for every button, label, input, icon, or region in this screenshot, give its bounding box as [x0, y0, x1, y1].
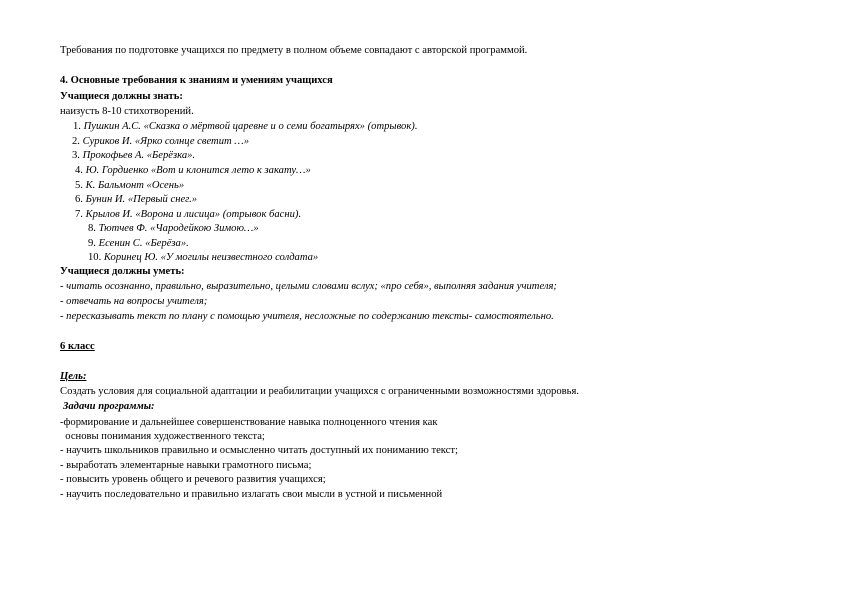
tasks-label: Задачи программы:	[63, 401, 155, 412]
task-item: - научить последовательно и правильно излагать свои мысли в устной и письменной	[60, 489, 443, 500]
intro-text: Требования по подготовке учащихся по предмету в полном объеме совпадают с авторской программой.	[60, 45, 528, 56]
skill-item: - читать осознанно, правильно, выразительно, целыми словами вслух; «про себя», выполняя задания учителя;	[60, 281, 557, 292]
list-item: 1. Пушкин А.С. «Сказка о мёртвой царевне и о семи богатырях» (отрывок).	[73, 121, 418, 132]
grade-heading: 6 класс	[60, 341, 95, 352]
task-item: - повысить уровень общего и речевого развития учащихся;	[60, 474, 326, 485]
task-item: -формирование и дальнейшее совершенствование навыка полноценного чтения как	[60, 417, 438, 428]
task-item: - научить школьников правильно и осмысленно читать доступный их пониманию текст;	[60, 445, 458, 456]
list-item: 8. Тютчев Ф. «Чародейкою Зимою…»	[88, 223, 259, 234]
section-heading: 4. Основные требования к знаниям и умениям учащихся	[60, 75, 333, 86]
list-item: 3. Прокофьев А. «Берёзка».	[72, 150, 196, 161]
list-item: 9. Есенин С. «Берёза».	[88, 238, 189, 249]
task-item: основы понимания художественного текста;	[60, 431, 265, 442]
can-heading: Учащиеся должны уметь:	[60, 266, 185, 277]
list-item: 5. К. Бальмонт «Осень»	[75, 180, 185, 191]
skill-item: - пересказывать текст по плану с помощью учителя, несложные по содержанию тексты- самостоятельно.	[60, 311, 554, 322]
list-item: 10. Коринец Ю. «У могилы неизвестного солдата»	[88, 252, 319, 263]
memorize-text: наизусть 8-10 стихотворений.	[60, 106, 194, 117]
know-heading: Учащиеся должны знать:	[60, 91, 183, 102]
list-item: 7. Крылов И. «Ворона и лисица» (отрывок басни).	[75, 209, 302, 220]
goal-label: Цель:	[60, 371, 87, 382]
task-item: - выработать элементарные навыки грамотного письма;	[60, 460, 312, 471]
goal-text: Создать условия для социальной адаптации и реабилитации учащихся с ограниченными возможностями здоровья.	[60, 386, 579, 397]
list-item: 6. Бунин И. «Первый снег.»	[75, 194, 198, 205]
skill-item: - отвечать на вопросы учителя;	[60, 296, 208, 307]
list-item: 4. Ю. Гордиенко «Вот и клонится лето к закату…»	[75, 165, 311, 176]
list-item: 2. Суриков И. «Ярко солнце светит …»	[72, 136, 250, 147]
